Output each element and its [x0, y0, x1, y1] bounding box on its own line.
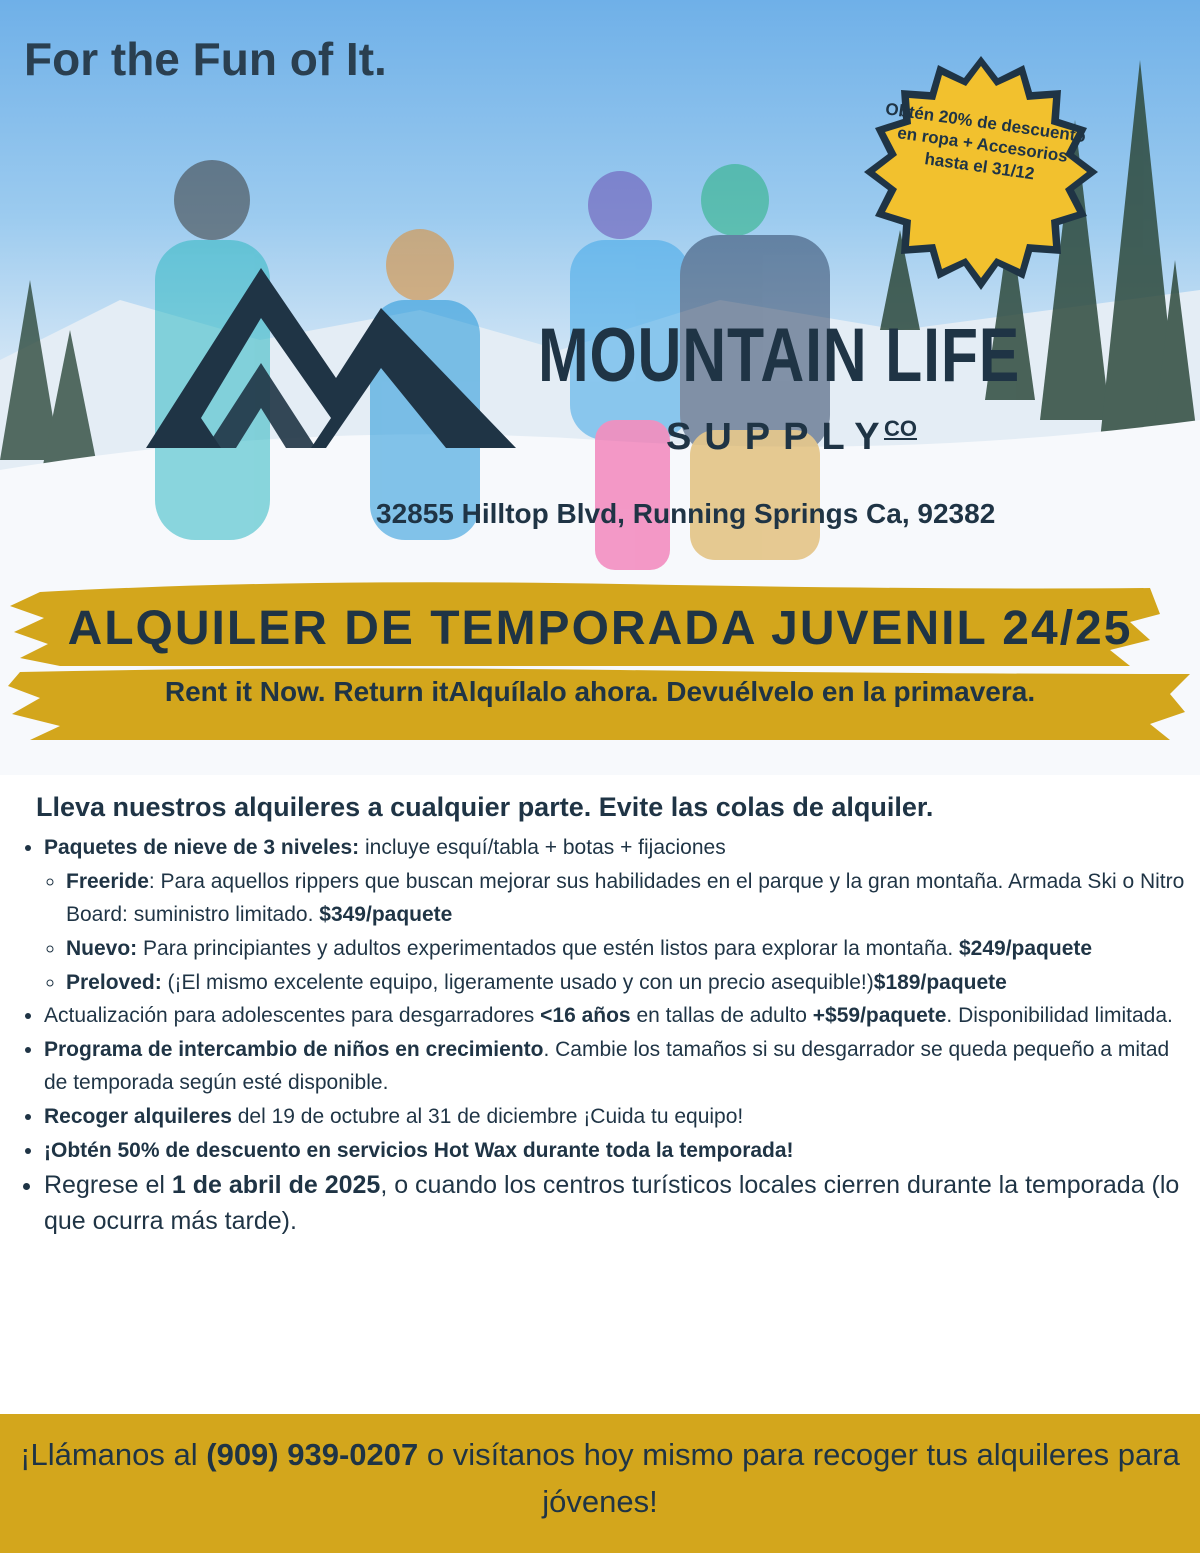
list-item-teen-upgrade: • Actualización para adolescentes para desgarradores <16 años en tallas de adulto +$59/paquete. Disponibilidad limitada. [44, 999, 1185, 1033]
headline: For the Fun of It. [24, 33, 387, 85]
mountain-logo-icon [146, 258, 526, 458]
rental-title: ALQUILER DE TEMPORADA JUVENIL 24/25 [67, 602, 1133, 655]
tier-freeride: ◦ Freeride: Para aquellos rippers que buscan mejorar sus habilidades en el parque y la gran montaña. Armada Ski o Nitro Board: suministro limitado. $349/paquete [66, 865, 1185, 932]
list-item-return: • Regrese el 1 de abril de 2025, o cuando los centros turísticos locales cierren durante la temporada (lo que ocurra más tarde). [44, 1167, 1185, 1240]
hero-photo [0, 0, 1200, 775]
rental-details [20, 786, 1185, 1240]
list-item-packages: • Paquetes de nieve de 3 niveles: incluye esquí/tabla + botas + fijaciones ◦ Freeride: Para aquellos rippers que buscan mejorar sus habilidades en el parque y la gran montaña. Armada Ski o Nitro Board: suministro limitado. $349/paquete ◦ Nuevo: Para principiantes y adultos experimentados que estén listos para explorar la montaña. $249/paquete ◦ Preloved: (¡El mismo excelente equipo, ligeramente usado y con un precio asequible!)$189/paquete [44, 831, 1185, 999]
lead-text: Lleva nuestros alquileres a cualquier parte. Evite las colas de alquiler. [36, 792, 934, 822]
discount-badge-text: Obtén 20% de descuento en ropa + Accesorios hasta el 31/12 [884, 99, 1088, 184]
list-item-pickup: • Recoger alquileres del 19 de octubre al 31 de diciembre ¡Cuida tu equipo! [44, 1100, 1185, 1134]
list-item-hot-wax: • ¡Obtén 50% de descuento en servicios Hot Wax durante toda la temporada! [44, 1134, 1185, 1168]
list-item-exchange: • Programa de intercambio de niños en crecimiento. Cambie los tamaños si su desgarrador se queda pequeño a mitad de temporada según esté disponible. [44, 1033, 1185, 1100]
brand-supply: SUPPLY [666, 416, 893, 458]
store-address: 32855 Hilltop Blvd, Running Springs Ca, 92382 [376, 498, 996, 529]
phone-number[interactable]: (909) 939-0207 [206, 1437, 419, 1472]
tier-preloved: ◦ Preloved: (¡El mismo excelente equipo, ligeramente usado y con un precio asequible!)$189/paquete [66, 966, 1185, 1000]
tier-nuevo: ◦ Nuevo: Para principiantes y adultos experimentados que estén listos para explorar la montaña. $249/paquete [66, 932, 1185, 966]
rental-subtitle: Rent it Now. Return itAlquílalo ahora. Devuélvelo en la primavera. [164, 676, 1036, 707]
details-list [20, 831, 1185, 1239]
footer-call-to-action: ¡Llámanos al (909) 939-0207 o visítanos hoy mismo para recoger tus alquileres para jóvenes! [20, 1437, 1180, 1519]
brand-co: CO [884, 416, 917, 441]
brand-name: MOUNTAIN LIFE [538, 313, 1021, 398]
package-tiers [44, 865, 1185, 999]
